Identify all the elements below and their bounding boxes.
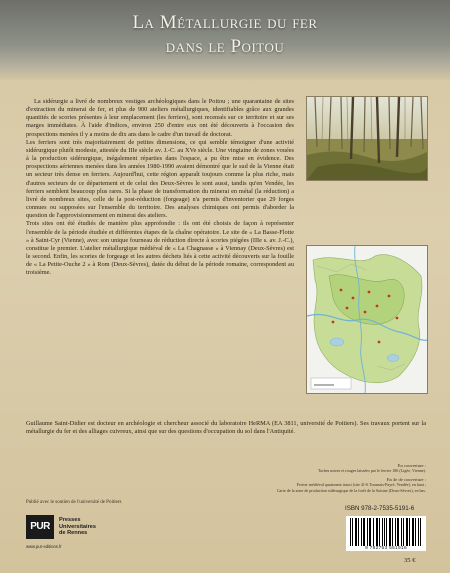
image-credits xyxy=(160,463,426,493)
book-title-line-2: dans le Poitou xyxy=(165,36,285,57)
map-image xyxy=(307,246,427,393)
caption-cover: Taches noires et rouges laissées par le ferrier 186 (Ligée, Vienne). xyxy=(317,468,426,474)
caption-back-top: Ferrier médiéval quasiment intact (site 41-6 Tousnais-Payré, Vendée), en haut ; xyxy=(296,482,426,488)
forest-photo xyxy=(306,96,428,181)
publisher-name-line-1: Presses xyxy=(59,517,81,523)
publisher-name-line-2: Universitaires xyxy=(59,523,97,530)
isbn: ISBN 978-2-7535-5191-6 xyxy=(345,505,415,512)
publisher-name-line-3: de Rennes xyxy=(59,530,88,537)
production-zone-map xyxy=(306,245,428,394)
main-text-column xyxy=(26,98,294,277)
barcode-bars xyxy=(346,516,426,548)
support-notice: Publié avec le soutien de l'université de Poitiers xyxy=(26,500,122,505)
publisher-name xyxy=(59,517,96,537)
caption-back-bottom: Carte de la zone de production sidérurgique de la forêt de la Saisine (Deux-Sèvres), en bas. xyxy=(276,487,426,493)
publisher-logo xyxy=(26,515,186,559)
price: 35 € xyxy=(404,557,416,564)
barcode xyxy=(346,516,426,548)
author-bio: Guillaume Saint-Didier est docteur en archéologie et chercheur associé du laboratoire HeRMA (EA 3811, université de Poitiers). Ses travaux portent sur la métallurgie du fer et des alliages cuivreux, ainsi que sur des questions d'occupation du sol dans l'Antiquité. xyxy=(26,420,426,436)
caption-heading-back: En 4e de couverture : xyxy=(386,476,426,482)
barcode-number: 9 782753 551916 xyxy=(346,546,426,551)
forest-photo-image xyxy=(307,97,427,180)
publisher-url: www.pur-editions.fr xyxy=(26,544,62,549)
paragraph-sites: Trois sites ont été étudiés de manière plus approfondie : ils ont été choisis de façon à représenter l'ensemble de la période étudiée et différentes étapes de la chaîne opératoire. Le site de « La Basse-Flotte » à Saint-Cyr (Vienne), avec son unique fourneau de réduction directe à scories piégées (IIIe s. av. J.-C.), constitue le premier. L'atelier métallurgique médiéval de « La Chagnasse » à Viennay (Deux-Sèvres) est le second. Enfin, les scories de forgeage et les autres déchets liés à cette activité découverts sur la fouille de « La Petite-Ouche 2 » à Rom (Deux-Sèvres), datée du début de la période romaine, correspondent au troisième. xyxy=(26,220,294,277)
paragraph-intro: La sidérurgie a livré de nombreux vestiges archéologiques dans le Poitou ; une quarantaine de sites d'extraction du minerai de fer, et plus de 900 ateliers métallurgiques, identifiables grâce aux grandes quantités de scories présentes à leur emplacement (les ferriers), sont recensés sur ce territoire et sur ses marges immédiates. À l'aide d'indices, environ 250 d'entre eux ont été découverts à l'occasion des prospections menées il y a moins de dix ans dans le cadre d'un travail de doctorat. xyxy=(26,98,294,138)
book-title-line-1: La Métallurgie du fer xyxy=(132,12,318,33)
caption-heading-cover: En couverture : xyxy=(397,463,426,468)
pur-logo-mark: PUR xyxy=(26,515,54,539)
paragraph-ferriers: Les ferriers sont très majoritairement de petites dimensions, ce qui semble témoigner d'une activité sidérurgique plutôt modeste, attestée du IIIe siècle av. J.-C. au XVe siècle. Une vingtaine de zones vouées à la production sidérurgique, inégalement réparties dans l'espace, a pu être mise en évidence. Des prospections aériennes menées dans les années 1980-1990 avaient démontré que le sud de la Vienne était un secteur très dense en ferriers. Aujourd'hui, cette région apparaît toujours comme la plus riche, mais d'autres secteurs de ce département et de celui des Deux-Sèvres le sont aussi, tandis qu'en Vendée, les ferriers semblent beaucoup plus rares. Si la phase de transformation du minerai en métal (la réduction) a livré de nombreux sites, celle de la post-réduction (forgeage) n'a permis d'inventorier que 29 forges connues ou supposées sur l'ensemble du territoire. Des analyses chimiques ont permis d'aborder la question de l'approvisionnement en minerai des ateliers. xyxy=(26,138,294,220)
